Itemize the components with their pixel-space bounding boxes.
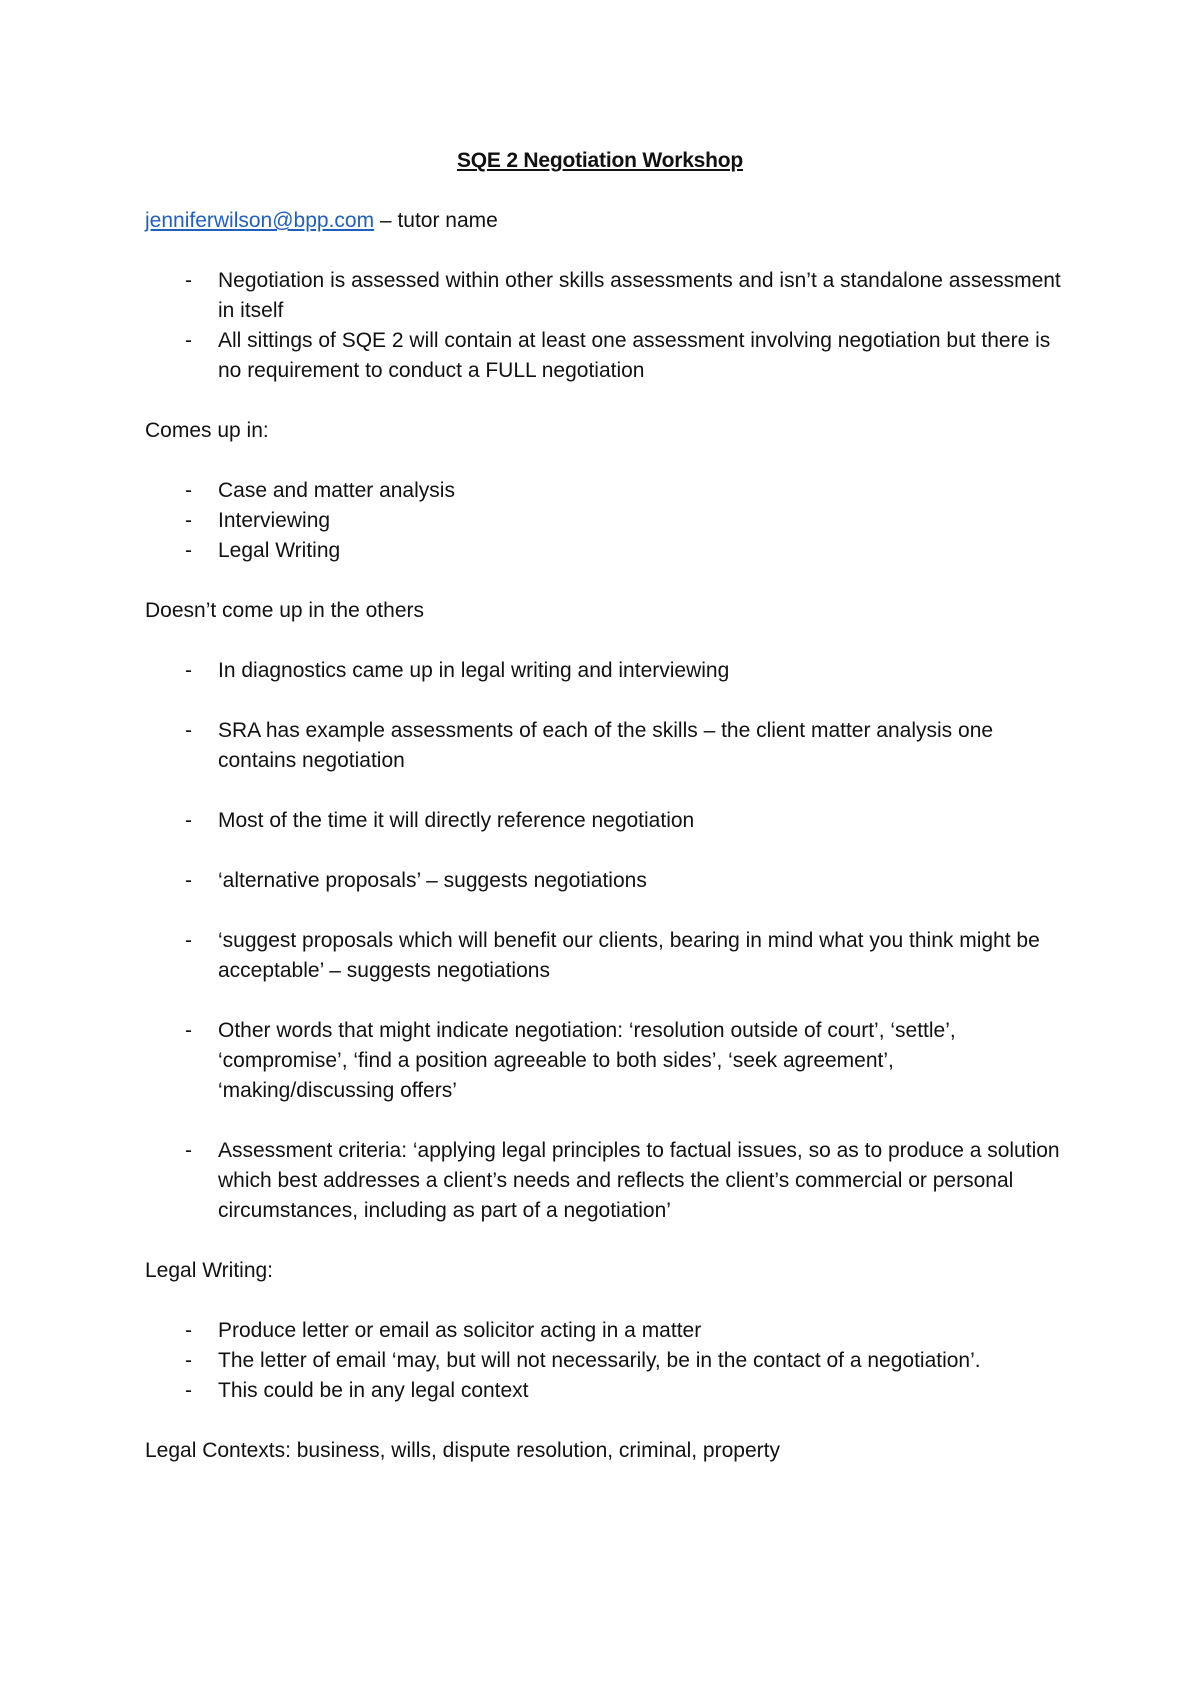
legal-writing-list (145, 1316, 1065, 1406)
list-item: - Most of the time it will directly reference negotiation (185, 809, 695, 832)
comes-up-heading: Comes up in: (145, 419, 269, 442)
legal-contexts-line: Legal Contexts: business, wills, dispute resolution, criminal, property (145, 1439, 780, 1462)
tutor-email-suffix: – tutor name (374, 209, 498, 232)
list-item: - Interviewing (185, 509, 331, 532)
list-item: - This could be in any legal context (185, 1379, 529, 1402)
list-item: - Negotiation is assessed within other skills assessments and isn’t a standalone assessment in itself (185, 269, 1061, 322)
document-body (145, 206, 1065, 1466)
list-item: - SRA has example assessments of each of the skills – the client matter analysis one contains negotiation (185, 719, 994, 772)
comes-up-list (145, 476, 1065, 566)
list-item: - All sittings of SQE 2 will contain at least one assessment involving negotiation but there is no requirement to conduct a FULL negotiation (185, 329, 1051, 382)
intro-list (145, 266, 1065, 386)
list-item: - ‘alternative proposals’ – suggests negotiations (185, 869, 647, 892)
list-item: - In diagnostics came up in legal writing and interviewing (185, 659, 730, 682)
list-item: - The letter of email ‘may, but will not necessarily, be in the contact of a negotiation’. (185, 1349, 981, 1372)
tutor-email-line (145, 206, 1065, 236)
list-item: - ‘suggest proposals which will benefit our clients, bearing in mind what you think might be acceptable’ – suggests negotiations (185, 929, 1040, 982)
page-title: SQE 2 Negotiation Workshop (456, 149, 744, 172)
legal-writing-heading: Legal Writing: (145, 1259, 274, 1282)
list-item: - Other words that might indicate negotiation: ‘resolution outside of court’, ‘settle’, ‘compromise’, ‘find a position agreeable to both sides’, ‘seek agreement’, ‘making/discussing offers’ (185, 1019, 956, 1102)
list-item: - Produce letter or email as solicitor acting in a matter (185, 1319, 702, 1342)
list-item: - Case and matter analysis (185, 479, 455, 502)
doesnt-come-up-heading: Doesn’t come up in the others (145, 599, 424, 622)
list-item: - Legal Writing (185, 539, 341, 562)
list-item: - Assessment criteria: ‘applying legal principles to factual issues, so as to produce a solution which best addresses a client’s needs and reflects the client’s commercial or personal circumstances, including as part of a negotiation’ (185, 1139, 1060, 1222)
tutor-email-link[interactable]: jenniferwilson@bpp.com (145, 209, 375, 232)
doesnt-come-up-list (145, 656, 1065, 1226)
